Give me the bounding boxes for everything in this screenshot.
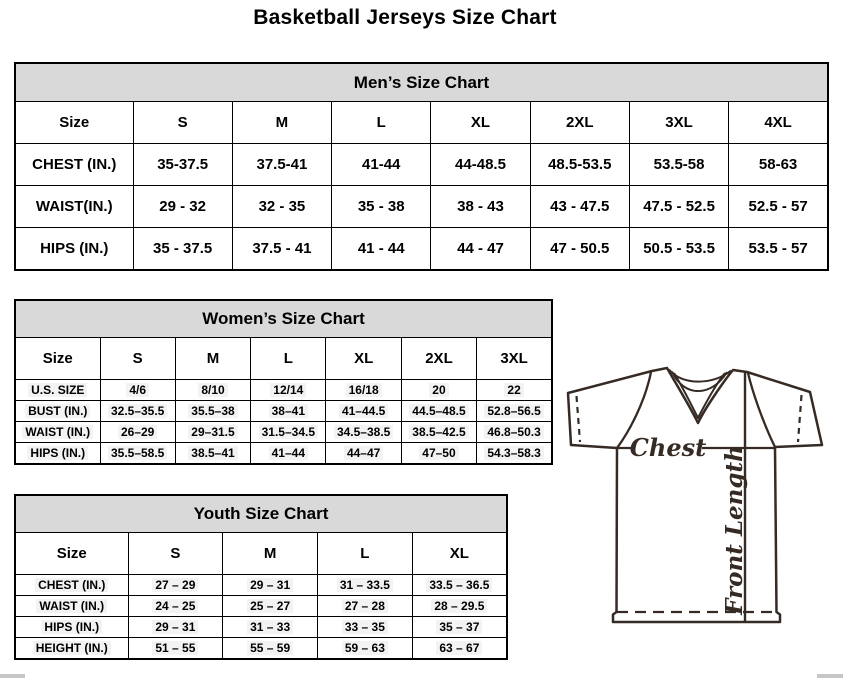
youth-column-header-l: L (318, 533, 413, 575)
womens-size-cell: 38–41 (251, 401, 326, 422)
mens-column-header-s: S (133, 102, 232, 144)
mens-size-cell: 35 - 37.5 (133, 228, 232, 271)
womens-row-label: U.S. SIZE (15, 380, 100, 401)
youth-size-cell: 24 – 25 (128, 596, 223, 617)
womens-size-cell: 35.5–58.5 (100, 443, 175, 465)
youth-size-chart-table (14, 494, 508, 660)
youth-size-cell: 33 – 35 (318, 617, 413, 638)
youth-size-cell: 51 – 55 (128, 638, 223, 660)
front-length-label: Front Length (721, 445, 748, 615)
mens-size-cell: 41-44 (332, 144, 431, 186)
jersey-measurement-diagram (556, 360, 840, 632)
youth-size-cell: 29 – 31 (128, 617, 223, 638)
womens-column-header-s: S (100, 338, 175, 380)
mens-size-cell: 35 - 38 (332, 186, 431, 228)
youth-column-header-xl: XL (412, 533, 507, 575)
mens-size-cell: 47.5 - 52.5 (629, 186, 728, 228)
womens-row-label: WAIST (IN.) (15, 422, 100, 443)
mens-size-cell: 44-48.5 (431, 144, 530, 186)
mens-row-label: HIPS (IN.) (15, 228, 133, 271)
youth-size-cell: 33.5 – 36.5 (412, 575, 507, 596)
womens-size-cell: 41–44.5 (326, 401, 401, 422)
mens-row-label: WAIST(IN.) (15, 186, 133, 228)
right-sleeve-seam (748, 373, 775, 447)
womens-size-cell: 35.5–38 (175, 401, 250, 422)
youth-size-cell: 31 – 33.5 (318, 575, 413, 596)
jersey-outline (568, 368, 822, 622)
womens-size-cell: 38.5–42.5 (401, 422, 476, 443)
womens-size-cell: 29–31.5 (175, 422, 250, 443)
mens-size-cell: 53.5 - 57 (729, 228, 828, 271)
womens-column-header-3xl: 3XL (477, 338, 552, 380)
page-title: Basketball Jerseys Size Chart (253, 6, 557, 29)
youth-row-label: HEIGHT (IN.) (15, 638, 128, 660)
womens-table-header: Women’s Size Chart (15, 300, 552, 338)
scrollbar-fragment-right[interactable] (817, 674, 843, 678)
mens-column-header-l: L (332, 102, 431, 144)
mens-size-cell: 43 - 47.5 (530, 186, 629, 228)
mens-column-header-3xl: 3XL (629, 102, 728, 144)
youth-size-cell: 27 – 28 (318, 596, 413, 617)
youth-size-label: Size (15, 533, 128, 575)
youth-size-cell: 27 – 29 (128, 575, 223, 596)
mens-size-cell: 47 - 50.5 (530, 228, 629, 271)
mens-size-cell: 37.5 - 41 (232, 228, 331, 271)
womens-size-cell: 54.3–58.3 (477, 443, 552, 465)
mens-size-cell: 53.5-58 (629, 144, 728, 186)
chest-label: Chest (629, 433, 707, 462)
youth-table-header: Youth Size Chart (15, 495, 507, 533)
youth-size-cell: 28 – 29.5 (412, 596, 507, 617)
mens-size-cell: 52.5 - 57 (729, 186, 828, 228)
mens-size-chart-table (14, 62, 829, 271)
womens-size-cell: 20 (401, 380, 476, 401)
mens-size-cell: 29 - 32 (133, 186, 232, 228)
left-cuff-dashed-line (577, 396, 581, 442)
womens-size-cell: 38.5–41 (175, 443, 250, 465)
youth-size-cell: 63 – 67 (412, 638, 507, 660)
womens-size-cell: 8/10 (175, 380, 250, 401)
youth-size-cell: 25 – 27 (223, 596, 318, 617)
youth-row-label: WAIST (IN.) (15, 596, 128, 617)
womens-row-label: HIPS (IN.) (15, 443, 100, 465)
womens-size-chart-table (14, 299, 553, 465)
youth-size-cell: 55 – 59 (223, 638, 318, 660)
womens-column-header-2xl: 2XL (401, 338, 476, 380)
youth-size-cell: 31 – 33 (223, 617, 318, 638)
womens-size-cell: 16/18 (326, 380, 401, 401)
scrollbar-fragment-left[interactable] (0, 674, 25, 678)
youth-row-label: HIPS (IN.) (15, 617, 128, 638)
womens-size-cell: 47–50 (401, 443, 476, 465)
womens-size-cell: 4/6 (100, 380, 175, 401)
womens-size-cell: 12/14 (251, 380, 326, 401)
right-cuff-dashed-line (798, 395, 802, 442)
mens-size-cell: 58-63 (729, 144, 828, 186)
womens-size-cell: 46.8–50.3 (477, 422, 552, 443)
mens-size-label: Size (15, 102, 133, 144)
youth-column-header-s: S (128, 533, 223, 575)
womens-row-label: BUST (IN.) (15, 401, 100, 422)
womens-size-cell: 22 (477, 380, 552, 401)
womens-size-cell: 52.8–56.5 (477, 401, 552, 422)
mens-size-cell: 41 - 44 (332, 228, 431, 271)
mens-size-cell: 48.5-53.5 (530, 144, 629, 186)
womens-column-header-xl: XL (326, 338, 401, 380)
mens-size-cell: 37.5-41 (232, 144, 331, 186)
youth-row-label: CHEST (IN.) (15, 575, 128, 596)
mens-column-header-xl: XL (431, 102, 530, 144)
mens-column-header-m: M (232, 102, 331, 144)
mens-table-header: Men’s Size Chart (15, 63, 828, 102)
womens-size-cell: 31.5–34.5 (251, 422, 326, 443)
mens-size-cell: 32 - 35 (232, 186, 331, 228)
womens-size-cell: 34.5–38.5 (326, 422, 401, 443)
mens-size-cell: 38 - 43 (431, 186, 530, 228)
womens-size-cell: 44–47 (326, 443, 401, 465)
mens-row-label: CHEST (IN.) (15, 144, 133, 186)
youth-size-cell: 29 – 31 (223, 575, 318, 596)
womens-size-cell: 44.5–48.5 (401, 401, 476, 422)
womens-size-cell: 32.5–35.5 (100, 401, 175, 422)
mens-column-header-4xl: 4XL (729, 102, 828, 144)
mens-column-header-2xl: 2XL (530, 102, 629, 144)
youth-size-cell: 59 – 63 (318, 638, 413, 660)
mens-size-cell: 50.5 - 53.5 (629, 228, 728, 271)
womens-size-cell: 41–44 (251, 443, 326, 465)
mens-size-cell: 44 - 47 (431, 228, 530, 271)
womens-size-cell: 26–29 (100, 422, 175, 443)
womens-column-header-m: M (175, 338, 250, 380)
womens-size-label: Size (15, 338, 100, 380)
youth-column-header-m: M (223, 533, 318, 575)
womens-column-header-l: L (251, 338, 326, 380)
mens-size-cell: 35-37.5 (133, 144, 232, 186)
youth-size-cell: 35 – 37 (412, 617, 507, 638)
